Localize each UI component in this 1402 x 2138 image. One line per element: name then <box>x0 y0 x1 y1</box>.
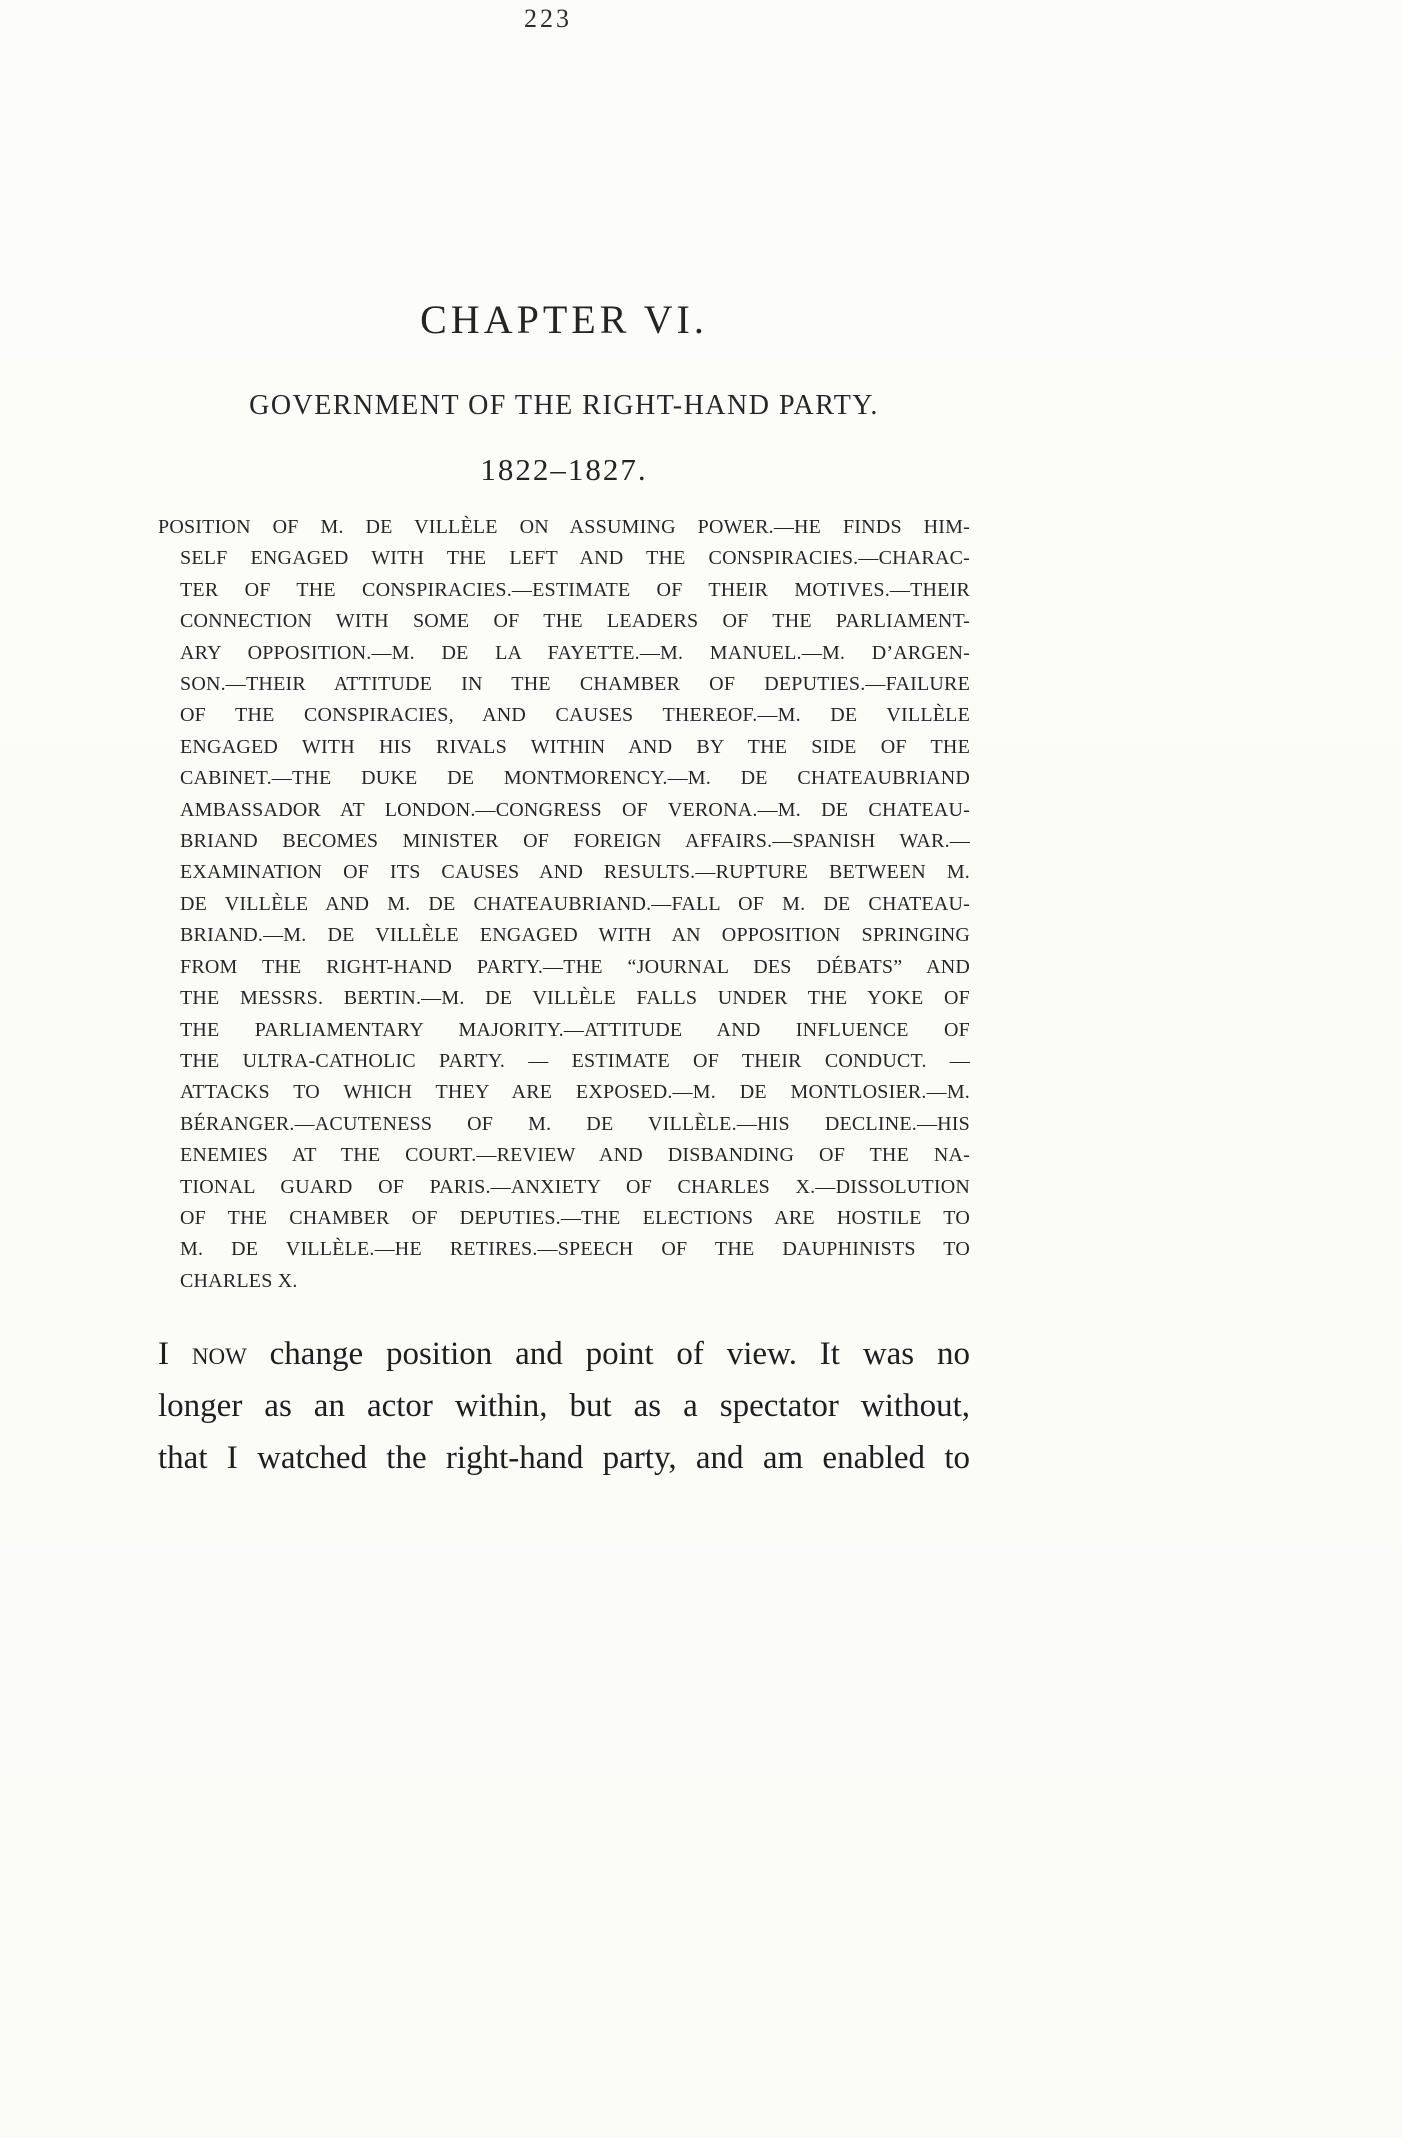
summary-line: TER OF THE CONSPIRACIES.—ESTIMATE OF THEIR MOTIVES.—THEIR <box>180 578 970 601</box>
body-line <box>158 1328 970 1380</box>
summary-line: THE PARLIAMENTARY MAJORITY.—ATTITUDE AND INFLUENCE OF <box>180 1018 970 1041</box>
summary-line: FROM THE RIGHT-HAND PARTY.—THE “JOURNAL DES DÉBATS” AND <box>180 955 970 978</box>
summary-line: CABINET.—THE DUKE DE MONTMORENCY.—M. DE CHATEAUBRIAND <box>180 767 970 790</box>
summary-line: ARY OPPOSITION.—M. DE LA FAYETTE.—M. MANUEL.—M. D’ARGEN- <box>180 641 970 664</box>
body-line: that I watched the right-hand party, and am enabled to <box>158 1440 970 1476</box>
summary-line: AMBASSADOR AT LONDON.—CONGRESS OF VERONA.—M. DE CHATEAU- <box>180 798 970 821</box>
summary-line: EXAMINATION OF ITS CAUSES AND RESULTS.—RUPTURE BETWEEN M. <box>180 861 970 884</box>
chapter-heading: CHAPTER VI. <box>420 297 708 342</box>
summary-line: DE VILLÈLE AND M. DE CHATEAUBRIAND.—FALL OF M. DE CHATEAU- <box>180 892 970 915</box>
body-text-smallcaps: now <box>191 1336 247 1372</box>
summary-line: TIONAL GUARD OF PARIS.—ANXIETY OF CHARLES X.—DISSOLUTION <box>180 1175 970 1198</box>
summary-line: ENEMIES AT THE COURT.—REVIEW AND DISBANDING OF THE NA- <box>180 1144 970 1167</box>
summary-line: SON.—THEIR ATTITUDE IN THE CHAMBER OF DEPUTIES.—FAILURE <box>180 673 970 696</box>
summary-line: THE MESSRS. BERTIN.—M. DE VILLÈLE FALLS UNDER THE YOKE OF <box>180 987 970 1010</box>
summary-line: ATTACKS TO WHICH THEY ARE EXPOSED.—M. DE MONTLOSIER.—M. <box>180 1081 970 1104</box>
body-line: longer as an actor within, but as a spectator without, <box>158 1388 970 1424</box>
chapter-subtitle: GOVERNMENT OF THE RIGHT-HAND PARTY. <box>249 390 879 421</box>
body-paragraph <box>158 1328 970 1484</box>
body-text-fragment: change position and point of view. It was no <box>246 1336 970 1372</box>
summary-line: SELF ENGAGED WITH THE LEFT AND THE CONSPIRACIES.—CHARAC- <box>180 547 970 570</box>
summary-line: M. DE VILLÈLE.—HE RETIRES.—SPEECH OF THE DAUPHINISTS TO <box>180 1238 970 1261</box>
summary-line: BÉRANGER.—ACUTENESS OF M. DE VILLÈLE.—HIS DECLINE.—HIS <box>180 1112 970 1135</box>
summary-line: BRIAND BECOMES MINISTER OF FOREIGN AFFAIRS.—SPANISH WAR.— <box>180 830 970 853</box>
page-number: 223 <box>524 4 572 33</box>
chapter-date-range: 1822–1827. <box>480 452 648 487</box>
summary-line: OF THE CONSPIRACIES, AND CAUSES THEREOF.—M. DE VILLÈLE <box>180 704 970 727</box>
summary-line: OF THE CHAMBER OF DEPUTIES.—THE ELECTIONS ARE HOSTILE TO <box>180 1206 970 1229</box>
summary-line: CONNECTION WITH SOME OF THE LEADERS OF THE PARLIAMENT- <box>180 610 970 633</box>
chapter-summary <box>158 512 970 1297</box>
summary-line: POSITION OF M. DE VILLÈLE ON ASSUMING POWER.—HE FINDS HIM- <box>158 516 970 538</box>
summary-line: THE ULTRA-CATHOLIC PARTY. — ESTIMATE OF THEIR CONDUCT. — <box>180 1049 970 1072</box>
summary-line: CHARLES X. <box>180 1269 298 1292</box>
body-text-fragment: I <box>158 1336 192 1372</box>
summary-line: BRIAND.—M. DE VILLÈLE ENGAGED WITH AN OPPOSITION SPRINGING <box>180 924 970 947</box>
summary-line: ENGAGED WITH HIS RIVALS WITHIN AND BY THE SIDE OF THE <box>180 735 970 758</box>
